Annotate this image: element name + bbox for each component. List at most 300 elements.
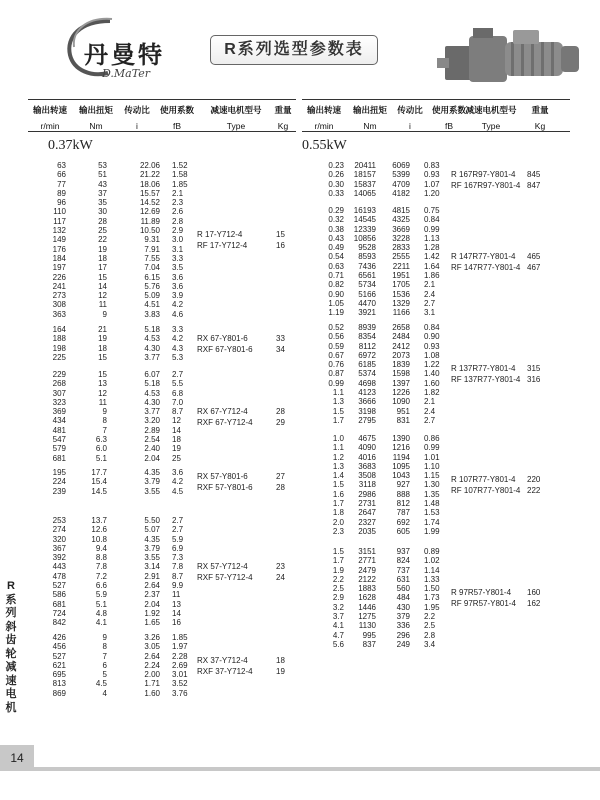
cell-torque: 4 bbox=[102, 688, 107, 698]
cell-fb: 4.3 bbox=[172, 343, 184, 353]
cell-speed: 1.6 bbox=[332, 489, 344, 499]
cell-fb: 2.8 bbox=[424, 630, 436, 640]
cell-fb: 2.28 bbox=[172, 651, 188, 661]
header-output-speed-right: 输出转速 bbox=[306, 105, 341, 115]
cell-torque: 5 bbox=[102, 670, 107, 680]
cell-speed: 456 bbox=[52, 642, 66, 652]
cell-speed: 0.63 bbox=[328, 261, 344, 271]
weight-value: 220 bbox=[527, 475, 541, 485]
cell-speed: 0.43 bbox=[328, 233, 344, 243]
cell-fb: 3.52 bbox=[172, 679, 188, 689]
cell-speed: 813 bbox=[52, 679, 66, 689]
cell-speed: 2.3 bbox=[332, 526, 344, 536]
cell-speed: 1.8 bbox=[332, 508, 344, 518]
header-weight-right: 重量 bbox=[531, 105, 549, 115]
cell-ratio: 6069 bbox=[392, 161, 410, 170]
table-row bbox=[0, 397, 600, 406]
cell-ratio: 2.04 bbox=[144, 599, 160, 609]
cell-speed: 226 bbox=[52, 272, 66, 282]
cell-speed: 2.5 bbox=[332, 584, 344, 594]
cell-speed: 132 bbox=[52, 226, 66, 236]
cell-fb: 3.0 bbox=[172, 235, 184, 245]
motor-type-model: R 137R77-Y801-4 bbox=[451, 364, 516, 374]
cell-torque: 8 bbox=[102, 416, 107, 426]
cell-torque: 9 bbox=[102, 633, 107, 642]
table-row bbox=[0, 631, 600, 640]
cell-ratio: 4.30 bbox=[144, 397, 160, 407]
cell-fb: 5.5 bbox=[172, 379, 184, 389]
motor-type-model: R 97R57-Y801-4 bbox=[451, 588, 512, 598]
cell-ratio: 560 bbox=[396, 584, 410, 594]
cell-speed: 1.5 bbox=[332, 406, 344, 416]
cell-ratio: 5399 bbox=[392, 170, 410, 180]
table-row bbox=[0, 499, 600, 508]
cell-ratio: 7.55 bbox=[144, 253, 160, 263]
cell-torque: 4016 bbox=[358, 452, 376, 462]
cell-fb: 14 bbox=[172, 425, 181, 435]
cell-torque: 53 bbox=[98, 161, 107, 170]
table-row bbox=[0, 280, 600, 289]
cell-ratio: 9.31 bbox=[144, 235, 160, 245]
cell-torque: 8939 bbox=[358, 323, 376, 332]
cell-speed: 63 bbox=[57, 161, 66, 170]
table-row bbox=[0, 453, 600, 462]
cell-fb: 25 bbox=[172, 453, 181, 463]
cell-torque: 1883 bbox=[358, 584, 376, 594]
cell-fb: 8.7 bbox=[172, 571, 184, 581]
cell-torque: 10856 bbox=[353, 233, 376, 243]
weight-value: 467 bbox=[527, 262, 541, 272]
table-row bbox=[0, 206, 600, 215]
cell-ratio: 1.71 bbox=[144, 679, 160, 689]
cell-speed: 229 bbox=[52, 370, 66, 379]
cell-speed: 1.0 bbox=[332, 434, 344, 443]
weight-value: 162 bbox=[527, 599, 541, 609]
cell-torque: 6972 bbox=[358, 350, 376, 360]
footer-bar bbox=[34, 767, 600, 771]
header-bottom-rule-left bbox=[28, 131, 296, 132]
cell-fb: 1.20 bbox=[424, 188, 440, 198]
cell-fb: 5.3 bbox=[172, 352, 184, 362]
cell-fb: 3.5 bbox=[172, 263, 184, 273]
cell-speed: 1.4 bbox=[332, 471, 344, 481]
cell-fb: 1.42 bbox=[424, 252, 440, 262]
cell-torque: 2035 bbox=[358, 526, 376, 536]
cell-speed: 1.7 bbox=[332, 499, 344, 509]
weight-value: 19 bbox=[276, 666, 285, 676]
power-rating-right: 0.55kW bbox=[302, 138, 347, 153]
cell-torque: 9 bbox=[102, 407, 107, 417]
cell-speed: 96 bbox=[57, 198, 66, 208]
weight-value: 28 bbox=[276, 482, 285, 492]
cell-speed: 198 bbox=[52, 343, 66, 353]
cell-ratio: 2412 bbox=[392, 341, 410, 351]
cell-fb: 12 bbox=[172, 416, 181, 426]
cell-ratio: 4.53 bbox=[144, 388, 160, 398]
table-row bbox=[0, 547, 600, 556]
cell-fb: 3.3 bbox=[172, 253, 184, 263]
cell-speed: 0.90 bbox=[328, 289, 344, 299]
cell-speed: 1.7 bbox=[332, 556, 344, 566]
cell-ratio: 1226 bbox=[392, 388, 410, 398]
cell-ratio: 4.51 bbox=[144, 300, 160, 310]
cell-ratio: 1839 bbox=[392, 360, 410, 370]
weight-value: 29 bbox=[276, 417, 285, 427]
cell-speed: 164 bbox=[52, 325, 66, 334]
cell-torque: 9 bbox=[102, 309, 107, 319]
cell-fb: 5.9 bbox=[172, 534, 184, 544]
cell-torque: 2647 bbox=[358, 508, 376, 518]
cell-speed: 0.23 bbox=[328, 161, 344, 170]
side-series-label: R系列斜齿轮减速电机 bbox=[5, 580, 17, 714]
cell-speed: 2.2 bbox=[332, 574, 344, 584]
cell-fb: 1.14 bbox=[424, 565, 440, 575]
cell-ratio: 4.35 bbox=[144, 468, 160, 477]
cell-speed: 268 bbox=[52, 379, 66, 389]
cell-fb: 6.8 bbox=[172, 388, 184, 398]
header-type-left: 减速电机型号 bbox=[210, 105, 262, 115]
cell-ratio: 1397 bbox=[392, 378, 410, 388]
cell-torque: 19 bbox=[98, 244, 107, 254]
cell-torque: 5.9 bbox=[95, 590, 107, 600]
cell-ratio: 6.15 bbox=[144, 272, 160, 282]
cell-ratio: 3.26 bbox=[144, 633, 160, 642]
weight-value: 27 bbox=[276, 471, 285, 481]
cell-fb: 2.6 bbox=[172, 207, 184, 217]
right-group-1 bbox=[0, 206, 600, 318]
cell-ratio: 2.64 bbox=[144, 581, 160, 591]
brand-logo bbox=[62, 15, 202, 83]
cell-ratio: 7.91 bbox=[144, 244, 160, 254]
cell-torque: 2795 bbox=[358, 415, 376, 425]
cell-ratio: 3.20 bbox=[144, 416, 160, 426]
cell-torque: 4123 bbox=[358, 388, 376, 398]
header-ratio-left: 传动比 bbox=[124, 105, 150, 115]
cell-speed: 0.59 bbox=[328, 341, 344, 351]
cell-ratio: 1090 bbox=[392, 397, 410, 407]
cell-fb: 1.50 bbox=[424, 584, 440, 594]
cell-fb: 1.52 bbox=[172, 161, 188, 170]
motor-type-model: RXF 57-Y801-6 bbox=[197, 482, 253, 492]
cell-ratio: 10.50 bbox=[139, 226, 160, 236]
cell-ratio: 3.77 bbox=[144, 352, 160, 362]
unit-kg-right: Kg bbox=[534, 121, 546, 131]
motor-type-model: R 107R77-Y801-4 bbox=[451, 475, 516, 485]
unit-type-right: Type bbox=[481, 121, 501, 131]
motor-type-model: RX 37-Y712-4 bbox=[197, 655, 248, 665]
table-row bbox=[0, 290, 600, 299]
cell-ratio: 2658 bbox=[392, 323, 410, 332]
cell-torque: 6.6 bbox=[95, 581, 107, 591]
cell-speed: 579 bbox=[52, 444, 66, 454]
motor-type-model: RX 57-Y801-6 bbox=[197, 471, 248, 481]
cell-torque: 6185 bbox=[358, 360, 376, 370]
weight-value: 18 bbox=[276, 655, 285, 665]
cell-ratio: 2833 bbox=[392, 243, 410, 253]
cell-ratio: 631 bbox=[396, 574, 410, 584]
cell-fb: 3.6 bbox=[172, 281, 184, 291]
cell-speed: 4.7 bbox=[332, 630, 344, 640]
cell-torque: 30 bbox=[98, 207, 107, 217]
cell-torque: 5166 bbox=[358, 289, 376, 299]
cell-torque: 3683 bbox=[358, 461, 376, 471]
cell-speed: 1.5 bbox=[332, 480, 344, 490]
cell-ratio: 605 bbox=[396, 526, 410, 536]
cell-torque: 8112 bbox=[358, 341, 376, 351]
cell-ratio: 4815 bbox=[392, 206, 410, 215]
weight-value: 15 bbox=[276, 230, 285, 240]
cell-ratio: 1390 bbox=[392, 434, 410, 443]
cell-speed: 308 bbox=[52, 300, 66, 310]
cell-ratio: 937 bbox=[396, 547, 410, 556]
motor-type-model: RF 17-Y712-4 bbox=[197, 241, 248, 251]
table-row bbox=[0, 670, 600, 679]
cell-fb: 1.99 bbox=[424, 526, 440, 536]
unit-ratio-left: i bbox=[136, 121, 138, 131]
cell-fb: 2.3 bbox=[172, 198, 184, 208]
cell-ratio: 951 bbox=[396, 406, 410, 416]
cell-speed: 3.2 bbox=[332, 602, 344, 612]
cell-ratio: 5.18 bbox=[144, 379, 160, 389]
cell-ratio: 4.35 bbox=[144, 534, 160, 544]
cell-torque: 17 bbox=[98, 263, 107, 273]
page-title: R系列选型参数表 bbox=[210, 35, 378, 65]
cell-torque: 15837 bbox=[353, 179, 376, 189]
cell-speed: 195 bbox=[52, 468, 66, 477]
unit-torque-right: Nm bbox=[363, 121, 377, 131]
cell-fb: 2.8 bbox=[172, 216, 184, 226]
cell-speed: 184 bbox=[52, 253, 66, 263]
cell-speed: 443 bbox=[52, 562, 66, 572]
cell-speed: 434 bbox=[52, 416, 66, 426]
cell-fb: 1.48 bbox=[424, 499, 440, 509]
cell-ratio: 2211 bbox=[392, 261, 410, 271]
unit-fb-left: fB bbox=[172, 121, 182, 131]
cell-torque: 51 bbox=[98, 170, 107, 180]
cell-torque: 6.3 bbox=[95, 435, 107, 445]
cell-torque: 28 bbox=[98, 216, 107, 226]
cell-speed: 3.7 bbox=[332, 612, 344, 622]
cell-speed: 0.54 bbox=[328, 252, 344, 262]
table-row bbox=[0, 652, 600, 661]
cell-fb: 0.99 bbox=[424, 443, 440, 453]
unit-ratio-right: i bbox=[409, 121, 411, 131]
cell-fb: 9.9 bbox=[172, 581, 184, 591]
cell-ratio: 296 bbox=[396, 630, 410, 640]
cell-torque: 7 bbox=[102, 651, 107, 661]
cell-fb: 1.40 bbox=[424, 369, 440, 379]
table-row bbox=[0, 234, 600, 243]
cell-ratio: 1216 bbox=[392, 443, 410, 453]
cell-fb: 1.82 bbox=[424, 388, 440, 398]
cell-torque: 2731 bbox=[358, 499, 376, 509]
cell-fb: 4.2 bbox=[172, 477, 184, 487]
cell-ratio: 7.04 bbox=[144, 263, 160, 273]
weight-value: 160 bbox=[527, 588, 541, 598]
header-service-factor-left: 使用系数 bbox=[159, 105, 194, 115]
cell-speed: 2.0 bbox=[332, 517, 344, 527]
cell-speed: 1.1 bbox=[332, 443, 344, 453]
cell-fb: 4.5 bbox=[172, 486, 184, 496]
cell-fb: 1.08 bbox=[424, 350, 440, 360]
cell-speed: 363 bbox=[52, 309, 66, 319]
cell-speed: 117 bbox=[53, 216, 66, 226]
cell-fb: 4.2 bbox=[172, 300, 184, 310]
cell-fb: 0.86 bbox=[424, 434, 440, 443]
cell-fb: 1.01 bbox=[424, 452, 440, 462]
cell-torque: 15 bbox=[98, 370, 107, 379]
cell-fb: 1.15 bbox=[424, 471, 440, 481]
cell-torque: 1130 bbox=[358, 621, 376, 631]
cell-ratio: 927 bbox=[396, 480, 410, 490]
cell-fb: 0.83 bbox=[424, 161, 440, 170]
cell-ratio: 888 bbox=[396, 489, 410, 499]
cell-speed: 239 bbox=[52, 486, 66, 496]
cell-fb: 1.33 bbox=[424, 574, 440, 584]
cell-fb: 1.74 bbox=[424, 517, 440, 527]
cell-speed: 188 bbox=[52, 334, 66, 344]
weight-value: 33 bbox=[276, 333, 285, 343]
right-group-3 bbox=[0, 434, 600, 536]
cell-torque: 9.4 bbox=[95, 543, 107, 553]
cell-fb: 1.30 bbox=[424, 480, 440, 490]
motor-type-model: RXF 57-Y712-4 bbox=[197, 572, 253, 582]
table-row bbox=[0, 612, 600, 621]
cell-speed: 527 bbox=[52, 581, 66, 591]
cell-ratio: 14.52 bbox=[139, 198, 160, 208]
cell-ratio: 812 bbox=[396, 499, 410, 509]
cell-torque: 10.8 bbox=[91, 534, 107, 544]
cell-fb: 2.5 bbox=[424, 621, 436, 631]
cell-ratio: 737 bbox=[396, 565, 410, 575]
cell-torque: 21 bbox=[98, 325, 107, 334]
cell-ratio: 824 bbox=[396, 556, 410, 566]
cell-torque: 4.8 bbox=[95, 608, 107, 618]
cell-torque: 13 bbox=[98, 379, 107, 389]
cell-ratio: 3.14 bbox=[144, 562, 160, 572]
cell-ratio: 4.30 bbox=[144, 343, 160, 353]
unit-speed-left: r/min bbox=[40, 121, 60, 131]
cell-ratio: 5.18 bbox=[144, 325, 160, 334]
cell-fb: 3.6 bbox=[172, 468, 184, 477]
cell-speed: 0.82 bbox=[328, 280, 344, 290]
cell-fb: 2.1 bbox=[172, 188, 184, 198]
cell-torque: 13.7 bbox=[91, 516, 107, 525]
cell-ratio: 336 bbox=[396, 621, 410, 631]
cell-speed: 1.2 bbox=[332, 452, 344, 462]
cell-fb: 1.85 bbox=[172, 633, 188, 642]
cell-speed: 0.99 bbox=[328, 378, 344, 388]
table-row bbox=[0, 679, 600, 688]
cell-ratio: 6.07 bbox=[144, 370, 160, 379]
cell-speed: 224 bbox=[52, 477, 66, 487]
logo-chinese-text: 丹曼特 bbox=[84, 41, 165, 69]
cell-fb: 0.93 bbox=[424, 341, 440, 351]
cell-speed: 681 bbox=[52, 453, 66, 463]
weight-value: 465 bbox=[527, 251, 541, 261]
cell-torque: 5.1 bbox=[95, 453, 107, 463]
cell-ratio: 4709 bbox=[392, 179, 410, 189]
weight-value: 16 bbox=[276, 241, 285, 251]
table-row bbox=[0, 462, 600, 471]
cell-torque: 37 bbox=[98, 188, 107, 198]
cell-fb: 7.8 bbox=[172, 562, 184, 572]
cell-fb: 0.90 bbox=[424, 332, 440, 342]
right-group-2 bbox=[0, 323, 600, 425]
weight-value: 847 bbox=[527, 180, 541, 190]
table-row bbox=[0, 621, 600, 630]
weight-value: 24 bbox=[276, 572, 285, 582]
cell-fb: 3.6 bbox=[172, 272, 184, 282]
cell-fb: 2.7 bbox=[172, 370, 184, 379]
cell-fb: 19 bbox=[172, 444, 181, 454]
table-row bbox=[0, 443, 600, 452]
cell-speed: 307 bbox=[52, 388, 66, 398]
motor-type-model: R 17-Y712-4 bbox=[197, 230, 243, 240]
cell-ratio: 2.64 bbox=[144, 651, 160, 661]
cell-torque: 18157 bbox=[353, 170, 376, 180]
cell-torque: 14545 bbox=[353, 215, 376, 225]
power-rating-left: 0.37kW bbox=[48, 138, 93, 153]
cell-speed: 176 bbox=[52, 244, 66, 254]
motor-type-model: RF 147R77-Y801-4 bbox=[451, 262, 521, 272]
cell-speed: 1.9 bbox=[332, 565, 344, 575]
cell-fb: 7.3 bbox=[172, 553, 184, 563]
cell-speed: 681 bbox=[52, 599, 66, 609]
cell-ratio: 430 bbox=[396, 602, 410, 612]
cell-torque: 2327 bbox=[358, 517, 376, 527]
cell-torque: 3151 bbox=[358, 547, 376, 556]
cell-ratio: 2.37 bbox=[144, 590, 160, 600]
cell-torque: 4470 bbox=[358, 298, 376, 308]
cell-fb: 1.73 bbox=[424, 593, 440, 603]
cell-fb: 7.0 bbox=[172, 397, 184, 407]
motor-type-model: RF 167R97-Y801-4 bbox=[451, 180, 521, 190]
cell-fb: 0.89 bbox=[424, 547, 440, 556]
cell-fb: 1.13 bbox=[424, 233, 440, 243]
cell-torque: 14065 bbox=[353, 188, 376, 198]
cell-ratio: 2.04 bbox=[144, 453, 160, 463]
cell-ratio: 5.07 bbox=[144, 525, 160, 535]
cell-torque: 11 bbox=[98, 397, 107, 407]
cell-ratio: 3.79 bbox=[144, 477, 160, 487]
cell-ratio: 2484 bbox=[392, 332, 410, 342]
cell-ratio: 1.60 bbox=[144, 688, 160, 698]
header-top-rule-left bbox=[28, 99, 296, 100]
header-bottom-rule-right bbox=[302, 131, 570, 132]
cell-torque: 2479 bbox=[358, 565, 376, 575]
logo-english-text: D.MaTer bbox=[102, 67, 150, 80]
cell-speed: 0.49 bbox=[328, 243, 344, 253]
table-row bbox=[0, 556, 600, 565]
motor-type-model: RF 137R77-Y801-4 bbox=[451, 375, 521, 385]
cell-fb: 1.07 bbox=[424, 179, 440, 189]
cell-speed: 367 bbox=[52, 543, 66, 553]
cell-torque: 6 bbox=[102, 660, 107, 670]
cell-torque: 14 bbox=[98, 281, 107, 291]
cell-ratio: 3.05 bbox=[144, 642, 160, 652]
cell-torque: 25 bbox=[98, 226, 107, 236]
cell-fb: 2.4 bbox=[424, 406, 436, 416]
motor-type-model: RXF 67-Y712-4 bbox=[197, 417, 253, 427]
cell-speed: 77 bbox=[57, 179, 66, 189]
cell-torque: 8 bbox=[102, 642, 107, 652]
cell-torque: 4090 bbox=[358, 443, 376, 453]
cell-ratio: 3.83 bbox=[144, 309, 160, 319]
cell-fb: 1.95 bbox=[424, 602, 440, 612]
cell-fb: 2.1 bbox=[424, 280, 436, 290]
table-row bbox=[0, 527, 600, 536]
